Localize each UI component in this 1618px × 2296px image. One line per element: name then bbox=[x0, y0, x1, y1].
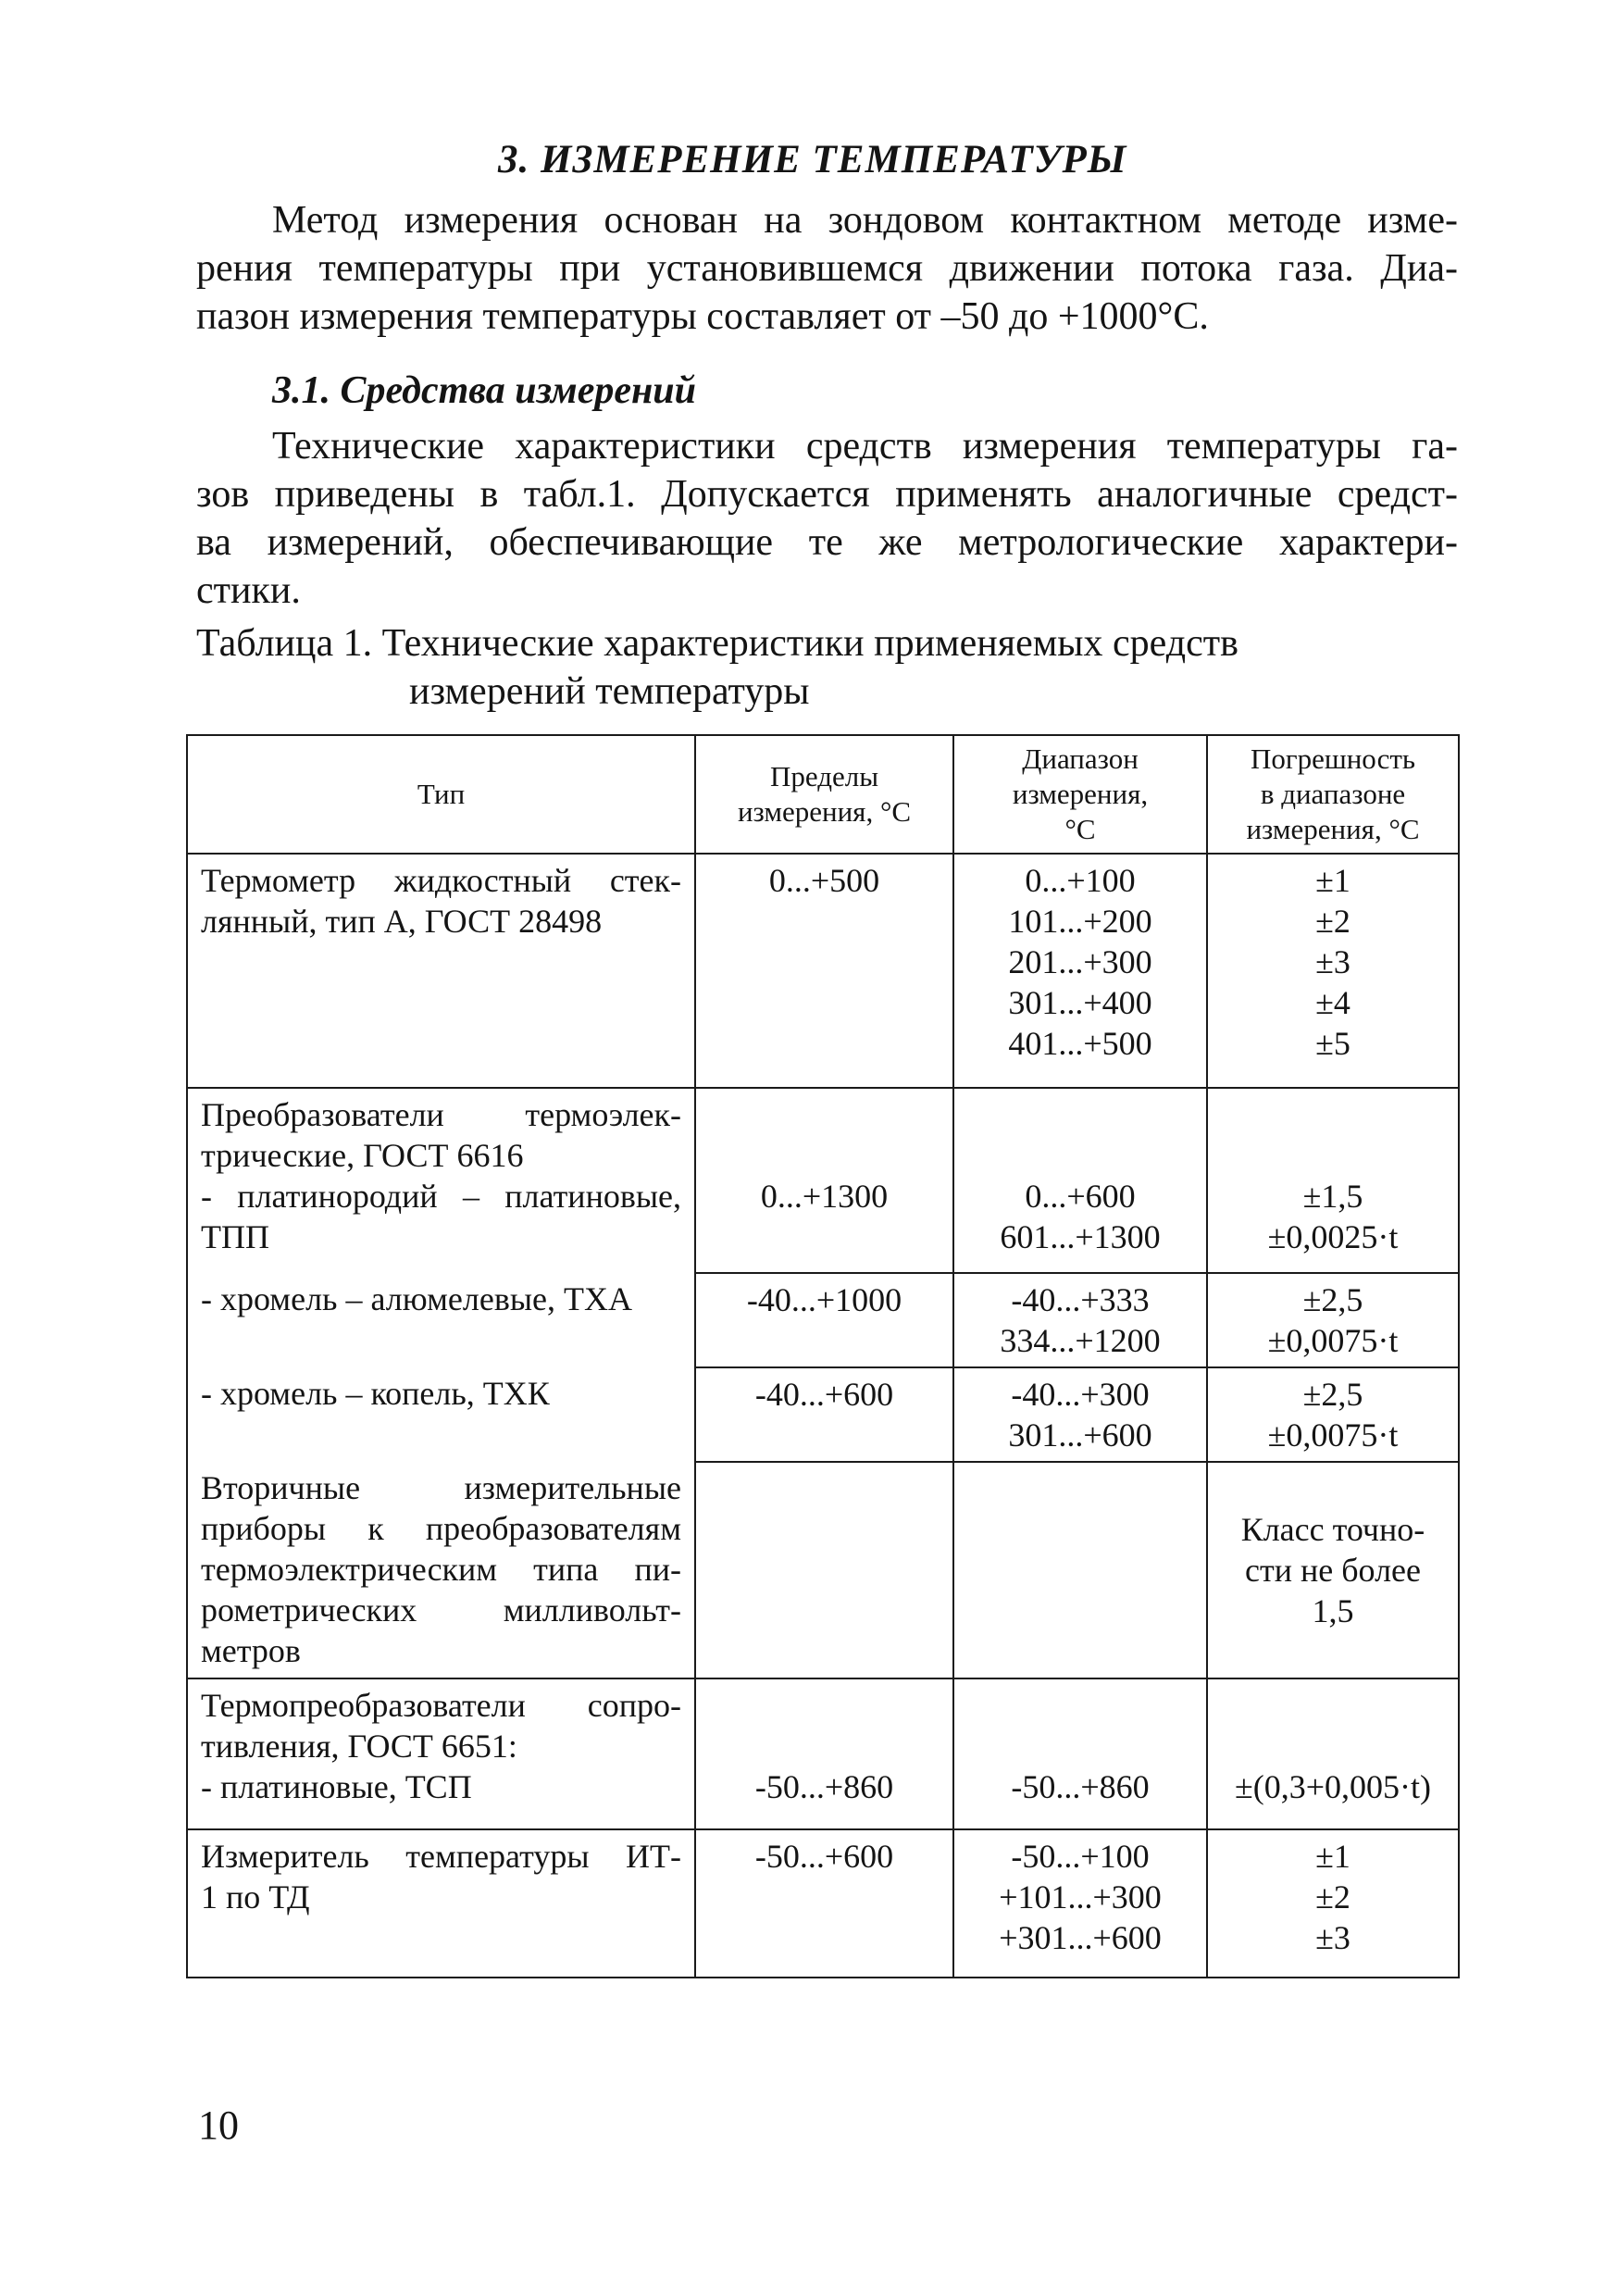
cell-range bbox=[953, 1088, 1207, 1273]
cell-line: 101...+200 bbox=[1008, 903, 1152, 940]
cell-line: -50...+860 bbox=[754, 1768, 894, 1805]
cell-line: Класс точно- bbox=[1240, 1511, 1425, 1548]
cell-error bbox=[1207, 1829, 1459, 1978]
header-type: Тип bbox=[187, 735, 695, 854]
cell-line: Вторичные измерительные bbox=[201, 1469, 681, 1506]
table-row bbox=[187, 1273, 1459, 1367]
table-header-row bbox=[187, 735, 1459, 854]
cell-line: 1,5 bbox=[1312, 1592, 1354, 1629]
cell-limits: 0...+500 bbox=[695, 854, 953, 1088]
cell-line: 1 по ТД bbox=[201, 1878, 310, 1915]
cell-line: ±0,0075·t bbox=[1267, 1416, 1399, 1454]
table-row bbox=[187, 1678, 1459, 1829]
section-title: 3. ИЗМЕРЕНИЕ ТЕМПЕРАТУРЫ bbox=[498, 138, 1127, 181]
cell-line: Термометр жидкостный стек- bbox=[201, 862, 681, 899]
paragraph-line: Метод измерения основан на зондовом контактном методе изме- bbox=[272, 199, 1458, 242]
cell-range bbox=[953, 1367, 1207, 1462]
cell-line: ±3 bbox=[1315, 943, 1350, 980]
table-caption-line: Таблица 1. Технические характеристики применяемых средств bbox=[196, 622, 1238, 665]
cell-line: ±1 bbox=[1315, 1838, 1350, 1875]
header-limits bbox=[695, 735, 953, 854]
cell-error bbox=[1207, 1273, 1459, 1367]
cell-line: метров bbox=[201, 1632, 301, 1669]
cell-range bbox=[953, 1678, 1207, 1829]
paragraph-line: рения температуры при установившемся движении потока газа. Диа- bbox=[196, 247, 1458, 290]
header-line: Погрешность bbox=[1250, 742, 1416, 775]
header-error bbox=[1207, 735, 1459, 854]
cell-limits: -40...+1000 bbox=[695, 1273, 953, 1367]
cell-limits bbox=[695, 1088, 953, 1273]
paragraph-line: стики. bbox=[196, 569, 301, 612]
header-line: °С bbox=[1064, 813, 1096, 845]
cell-type bbox=[187, 1088, 695, 1273]
cell-limits bbox=[695, 1462, 953, 1678]
header-range bbox=[953, 735, 1207, 854]
cell-error bbox=[1207, 1367, 1459, 1462]
cell-line: ±(0,3+0,005·t) bbox=[1234, 1768, 1432, 1805]
cell-line: 601...+1300 bbox=[1000, 1218, 1161, 1255]
cell-line: -50...+860 bbox=[1011, 1768, 1150, 1805]
cell-type bbox=[187, 854, 695, 1088]
cell-line: 401...+500 bbox=[1008, 1025, 1152, 1062]
cell-line: ТПП bbox=[201, 1218, 269, 1255]
cell-limits: -50...+600 bbox=[695, 1829, 953, 1978]
cell-line: ±2,5 bbox=[1302, 1376, 1363, 1413]
cell-line: -50...+100 bbox=[1011, 1838, 1150, 1875]
cell-line: приборы к преобразователям bbox=[201, 1510, 681, 1547]
cell-range bbox=[953, 1462, 1207, 1678]
cell-line: 301...+600 bbox=[1008, 1416, 1152, 1454]
cell-line: ±4 bbox=[1315, 984, 1350, 1021]
cell-line: ±2 bbox=[1315, 1878, 1350, 1915]
cell-line: лянный, тип А, ГОСТ 28498 bbox=[201, 903, 603, 940]
cell-line: -40...+333 bbox=[1011, 1281, 1150, 1318]
cell-line: -40...+300 bbox=[1011, 1376, 1150, 1413]
cell-line: ±0,0075·t bbox=[1267, 1322, 1399, 1359]
cell-line: 301...+400 bbox=[1008, 984, 1152, 1021]
cell-line: ±3 bbox=[1315, 1919, 1350, 1956]
cell-line: рометрических милливольт- bbox=[201, 1591, 681, 1628]
paragraph-line: Технические характеристики средств измерения температуры га- bbox=[272, 425, 1458, 468]
cell-range bbox=[953, 1273, 1207, 1367]
cell-line: Измеритель температуры ИТ- bbox=[201, 1838, 681, 1875]
header-line: измерения, bbox=[1012, 778, 1149, 810]
cell-line: ±2 bbox=[1315, 903, 1350, 940]
table-row bbox=[187, 1367, 1459, 1462]
paragraph-line: пазон измерения температуры составляет от –50 до +1000°С. bbox=[196, 295, 1209, 338]
table-caption-line: измерений температуры bbox=[409, 670, 810, 713]
cell-line: ±0,0025·t bbox=[1267, 1218, 1399, 1255]
cell-line: 0...+100 bbox=[1025, 862, 1136, 899]
cell-type bbox=[187, 1678, 695, 1829]
header-line: Пределы bbox=[769, 760, 879, 792]
cell-error bbox=[1207, 1678, 1459, 1829]
table-row bbox=[187, 1829, 1459, 1978]
cell-line: сти не более bbox=[1245, 1552, 1421, 1589]
cell-range bbox=[953, 1829, 1207, 1978]
cell-line: термоэлектрическим типа пи- bbox=[201, 1551, 681, 1588]
table-row bbox=[187, 1462, 1459, 1678]
cell-line: 0...+1300 bbox=[760, 1178, 889, 1215]
cell-limits: -40...+600 bbox=[695, 1367, 953, 1462]
method-paragraph bbox=[196, 196, 1458, 341]
paragraph-line: ва измерений, обеспечивающие те же метрологические характери- bbox=[196, 521, 1458, 564]
cell-line: 201...+300 bbox=[1008, 943, 1152, 980]
cell-error bbox=[1207, 1462, 1459, 1678]
cell-line: ±1,5 bbox=[1302, 1178, 1363, 1215]
cell-type: - хромель – алюмелевые, ТХА bbox=[187, 1273, 695, 1367]
cell-line: - платинородий – платиновые, bbox=[201, 1178, 681, 1215]
cell-error bbox=[1207, 1088, 1459, 1273]
cell-error bbox=[1207, 854, 1459, 1088]
cell-line: +301...+600 bbox=[999, 1919, 1162, 1956]
cell-line: 334...+1200 bbox=[1000, 1322, 1161, 1359]
cell-type bbox=[187, 1462, 695, 1678]
header-line: измерения, °С bbox=[1246, 813, 1420, 845]
cell-limits bbox=[695, 1678, 953, 1829]
page-number: 10 bbox=[198, 2103, 239, 2148]
cell-line: Термопреобразователи сопро- bbox=[201, 1687, 681, 1724]
cell-line: трические, ГОСТ 6616 bbox=[201, 1137, 524, 1174]
cell-line: +101...+300 bbox=[999, 1878, 1162, 1915]
cell-line: Преобразователи термоэлек- bbox=[201, 1096, 681, 1133]
cell-line: тивления, ГОСТ 6651: bbox=[201, 1728, 517, 1765]
cell-type bbox=[187, 1829, 695, 1978]
subsection-title: 3.1. Средства измерений bbox=[272, 369, 697, 412]
header-line: измерения, °С bbox=[737, 795, 912, 828]
cell-line: ±5 bbox=[1315, 1025, 1350, 1062]
cell-line: 0...+600 bbox=[1025, 1178, 1136, 1215]
table-caption bbox=[196, 619, 1238, 716]
cell-line: ±2,5 bbox=[1302, 1281, 1363, 1318]
cell-type: - хромель – копель, ТХК bbox=[187, 1367, 695, 1462]
cell-line: - платиновые, ТСП bbox=[201, 1768, 472, 1805]
cell-range bbox=[953, 854, 1207, 1088]
means-paragraph bbox=[196, 380, 1458, 615]
table-row bbox=[187, 854, 1459, 1088]
table-row bbox=[187, 1088, 1459, 1273]
cell-line: ±1 bbox=[1315, 862, 1350, 899]
paragraph-line: зов приведены в табл.1. Допускается применять аналогичные средст- bbox=[196, 473, 1458, 516]
header-line: Диапазон bbox=[1022, 742, 1139, 775]
instruments-table bbox=[186, 734, 1460, 1978]
header-line: в диапазоне bbox=[1260, 778, 1406, 810]
